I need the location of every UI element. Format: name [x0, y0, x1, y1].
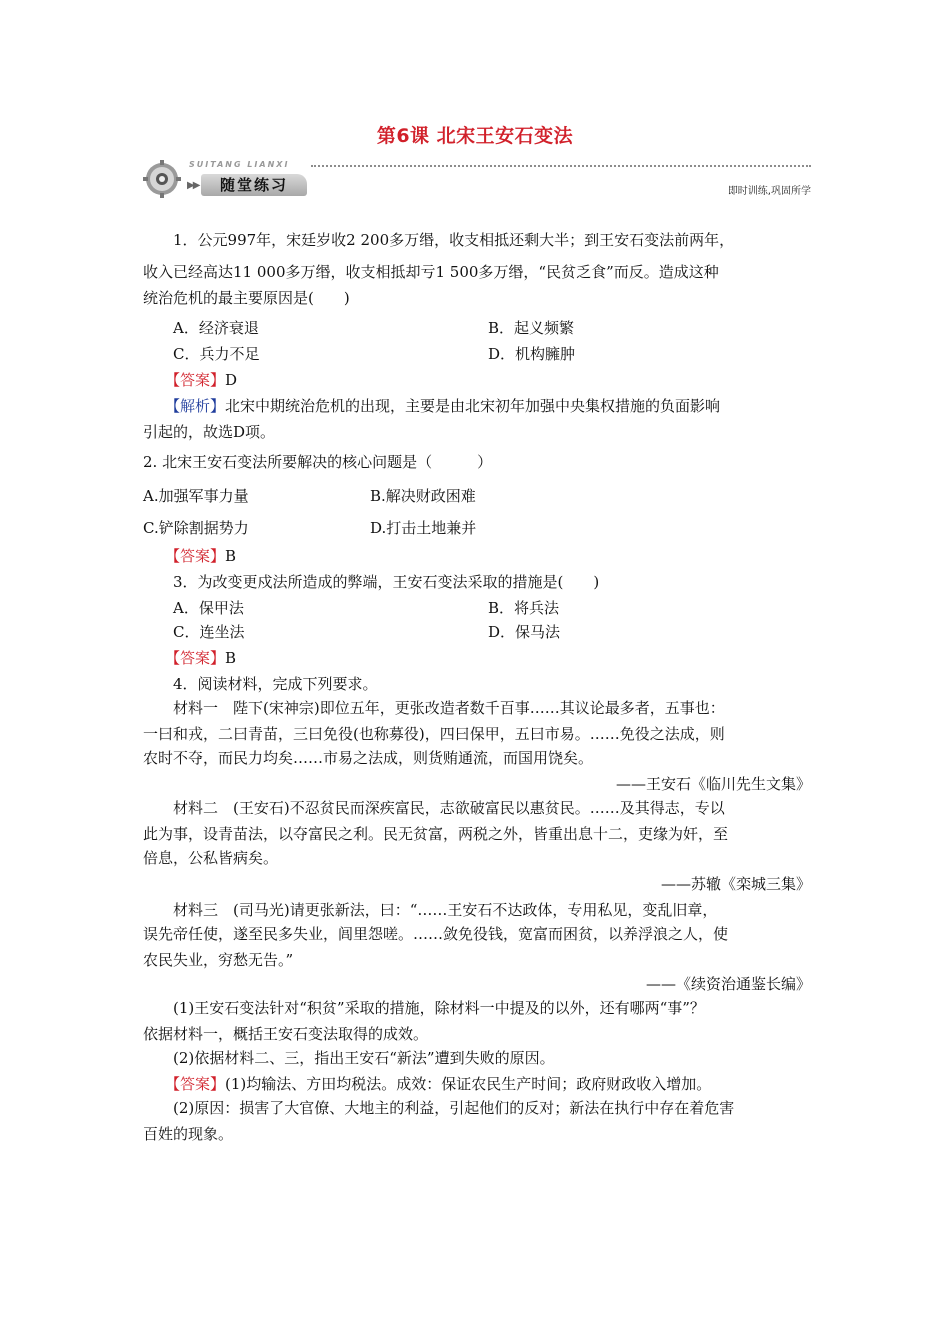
material-1-line: 一曰和戎，二曰青苗，三曰免役(也称募役)，四曰保甲，五曰市易。……免役之法成，则 — [143, 725, 725, 743]
material-1-line: 材料一 陛下(宋神宗)即位五年，更张改造者数千百事……其议论最多者，五事也： — [173, 699, 725, 717]
q3-option-d: D．保马法 — [488, 623, 561, 641]
analysis-text: 北宋中期统治危机的出现，主要是由北宋初年加强中央集权措施的负面影响 — [225, 397, 721, 415]
material-3-line: 材料三 (司马光)请更张新法，曰：“……王安石不达政体，专用私见，变乱旧章， — [173, 901, 718, 919]
double-arrow-icon: ▶▶ — [187, 180, 199, 191]
banner-pinyin: SUITANG LIANXI — [189, 160, 290, 169]
requirement-2-line: (2)依据材料二、三，指出王安石“新法”遭到失败的原因。 — [173, 1049, 555, 1067]
q4-answer — [165, 1074, 711, 1094]
q1-stem-line: 1．公元997年，宋廷岁收2 200多万缗，收支相抵还剩大半；到王安石变法前两年， — [173, 231, 735, 249]
q1-analysis-line: 引起的，故选D项。 — [143, 423, 276, 441]
analysis-tag: 【解析】 — [165, 397, 226, 415]
q2-option-c: C.铲除割据势力 — [143, 519, 249, 537]
material-2-line: 此为事，设青苗法，以夺富民之利。民无贫富，两税之外，皆重出息十二，吏缘为奸，至 — [143, 825, 729, 843]
answer-value: (1)均输法、方田均税法。成效：保证农民生产时间；政府财政收入增加。 — [225, 1075, 712, 1093]
q1-stem-line: 统治危机的最主要原因是( ) — [143, 289, 350, 307]
material-2-line: 材料二 (王安石)不忍贫民而深疾富民，志欲破富民以惠贫民。……及其得志，专以 — [173, 799, 725, 817]
answer-tag: 【答案】 — [165, 547, 226, 565]
material-2-source: ——苏辙《栾城三集》 — [660, 875, 811, 893]
material-3-source: ——《续资治通鉴长编》 — [645, 975, 811, 993]
q2-answer — [165, 546, 236, 566]
q2-option-d: D.打击土地兼并 — [370, 519, 477, 537]
banner-label: 随堂练习 — [201, 174, 307, 196]
q4-answer-line: 百姓的现象。 — [143, 1125, 234, 1143]
q1-analysis — [165, 396, 720, 416]
page-title: 第6课 北宋王安石变法 — [376, 125, 574, 147]
q2-stem-line: 2. 北宋王安石变法所要解决的核心问题是（ ） — [143, 453, 493, 471]
q4-stem-line: 4．阅读材料，完成下列要求。 — [173, 675, 378, 693]
gear-icon — [143, 160, 181, 198]
dotted-divider — [311, 165, 811, 167]
answer-tag: 【答案】 — [165, 1075, 226, 1093]
q1-option-a: A．经济衰退 — [173, 319, 259, 337]
material-1-source: ——王安石《临川先生文集》 — [615, 775, 811, 793]
material-2-line: 倍息，公私皆病矣。 — [143, 849, 279, 867]
answer-value: D — [225, 371, 238, 389]
section-banner — [143, 158, 811, 202]
answer-value: B — [225, 547, 237, 565]
requirement-1-line: (1)王安石变法针对“积贫”采取的措施，除材料一中提及的以外，还有哪两“事”？ — [173, 999, 705, 1017]
q1-answer — [165, 370, 237, 390]
q1-option-d: D．机构臃肿 — [488, 345, 576, 363]
q3-answer — [165, 648, 236, 668]
banner-subtitle: 即时训练,巩固所学 — [727, 186, 811, 197]
material-3-line: 农民失业，穷愁无告。” — [143, 951, 294, 969]
answer-value: B — [225, 649, 237, 667]
q1-stem-line: 收入已经高达11 000多万缗，收支相抵却亏1 500多万缗，“民贫乏食”而反。造成这种 — [143, 263, 719, 281]
q3-option-b: B．将兵法 — [488, 599, 560, 617]
q2-option-b: B.解决财政困难 — [370, 487, 476, 505]
q4-answer-line: (2)原因：损害了大官僚、大地主的利益，引起他们的反对；新法在执行中存在着危害 — [173, 1099, 735, 1117]
material-3-line: 误先帝任使，遂至民多失业，闾里怨嗟。……敛免役钱，宽富而困贫，以养浮浪之人，使 — [143, 925, 729, 943]
q2-option-a: A.加强军事力量 — [143, 487, 249, 505]
answer-tag: 【答案】 — [165, 649, 226, 667]
answer-tag: 【答案】 — [165, 371, 226, 389]
q1-option-b: B．起义频繁 — [488, 319, 575, 337]
q3-stem-line: 3．为改变更戍法所造成的弊端，王安石变法采取的措施是( ) — [173, 573, 600, 591]
material-1-line: 农时不夺，而民力均矣……市易之法成，则货贿通流，而国用饶矣。 — [143, 749, 594, 767]
q1-option-c: C．兵力不足 — [173, 345, 260, 363]
requirement-1-line: 依据材料一，概括王安石变法取得的成效。 — [143, 1025, 429, 1043]
q3-option-c: C．连坐法 — [173, 623, 245, 641]
q3-option-a: A．保甲法 — [173, 599, 244, 617]
